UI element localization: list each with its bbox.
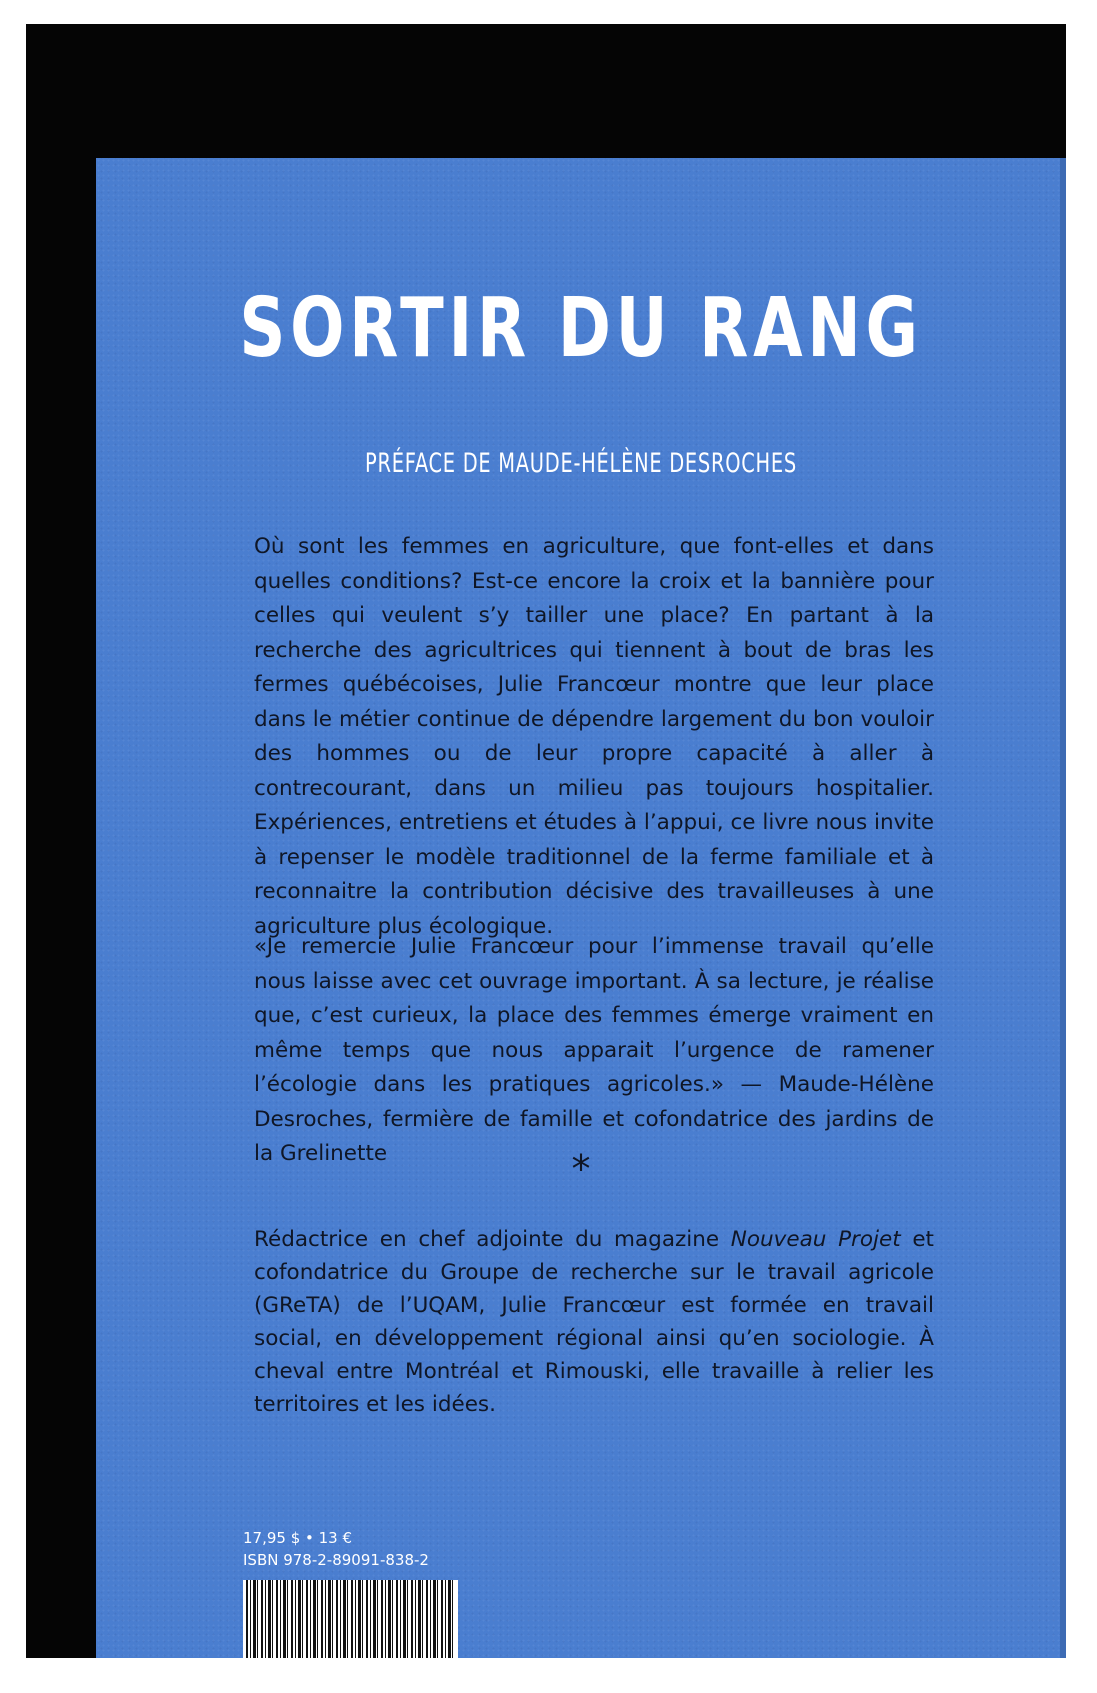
book-summary: Où sont les femmes en agriculture, que font-elles et dans quelles conditions? Est-ce encore la croix et la bannière pour celles qui veulent s’y tailler une place? En partant à la recherche des agricultrices qui tiennent à bout de bras les fermes québécoises, Julie Francœur montre que leur place dans le métier continue de dépendre largement du bon vouloir des hommes ou de leur propre capacité à aller à contrecourant, dans un milieu pas toujours hospitalier. Expériences, entretiens et études à l’appui, ce livre nous invite à repenser le modèle traditionnel de la ferme familiale et à reconnaitre la contribution décisive des travailleuses à une agriculture plus écologique. bbox=[254, 534, 934, 939]
author-bio-end: et cofondatrice du Groupe de recherche sur le travail agricole (GReTA) de l’UQAM, Julie Francœur est formée en travail social, en développement régional ainsi qu’en sociologie. À cheval entre Montréal et Rimouski, elle travaille à relier les territoires et les idées. bbox=[254, 1227, 934, 1417]
author-bio bbox=[254, 1223, 934, 1421]
isbn: ISBN 978-2-89091-838-2 bbox=[243, 1551, 429, 1569]
author-bio-start: Rédactrice en chef adjointe du magazine bbox=[254, 1227, 731, 1252]
price-isbn-block bbox=[243, 1527, 429, 1571]
preface-credit: PRÉFACE DE MAUDE-HÉLÈNE DESROCHES bbox=[365, 448, 797, 479]
cover-edge bbox=[1060, 158, 1066, 1658]
barcode-bars bbox=[246, 1580, 455, 1658]
preface-quote: «Je remercie Julie Francœur pour l’immense travail qu’elle nous laisse avec cet ouvrage important. À sa lecture, je réalise que, c’est curieux, la place des femmes émerge vraiment en même temps que nous apparait l’urgence de ramener l’écologie dans les pratiques agricoles.» — Maude-Hélène Desroches, fermière de famille et cofondatrice des jardins de la Grelinette bbox=[254, 934, 934, 1166]
book-back-cover bbox=[96, 158, 1066, 1658]
magazine-name: Nouveau Projet bbox=[730, 1227, 901, 1252]
section-separator: * bbox=[571, 1147, 591, 1191]
book-title: SORTIR DU RANG bbox=[239, 281, 923, 376]
barcode bbox=[243, 1580, 458, 1658]
price: 17,95 $ • 13 € bbox=[243, 1529, 353, 1547]
